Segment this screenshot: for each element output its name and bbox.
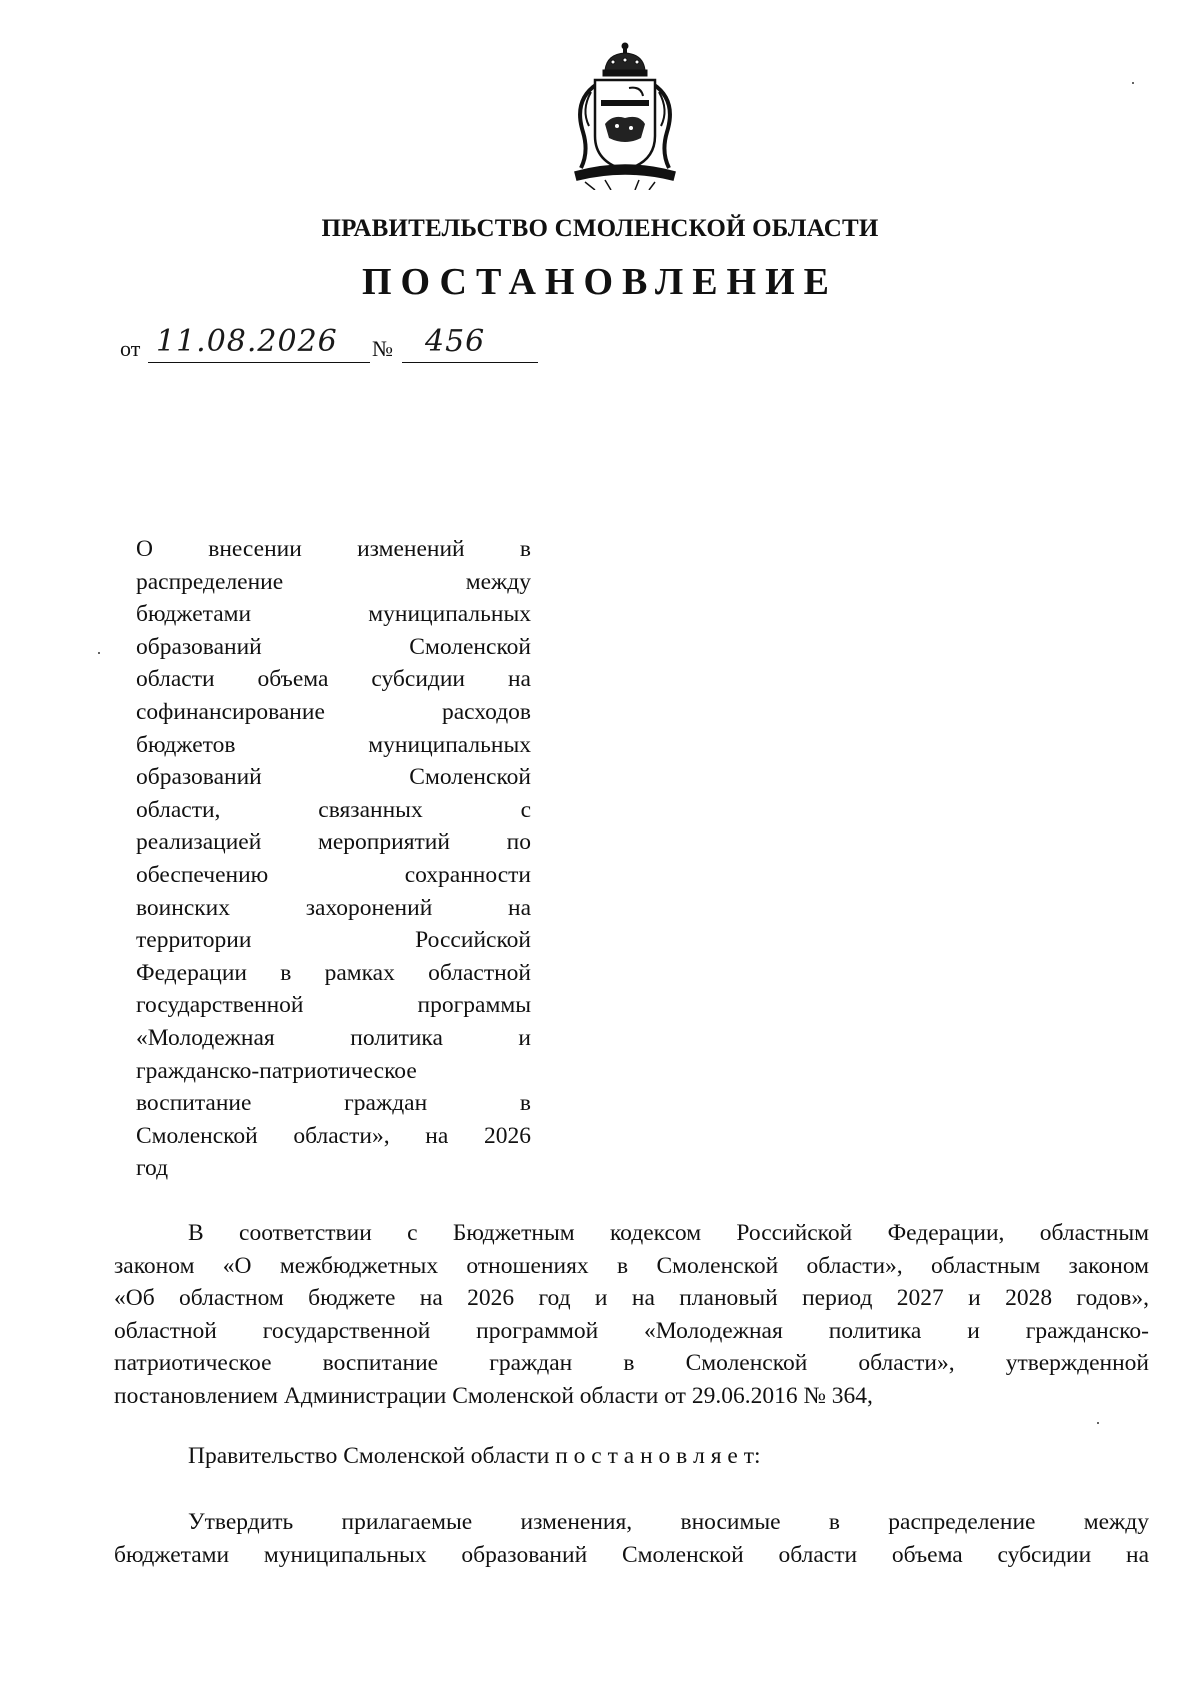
preamble-line: В соответствии с Бюджетным кодексом Российской Федерации, областным: [188, 1220, 1149, 1246]
scan-speck: [1132, 82, 1134, 84]
subject-line: год: [136, 1155, 169, 1182]
handwritten-date: 11.08.2026: [156, 324, 338, 359]
number-label: №: [372, 336, 393, 361]
shield-icon: [595, 80, 655, 170]
scan-speck: [1097, 1422, 1099, 1424]
coat-of-arms-emblem: [555, 40, 695, 190]
crown-icon: [603, 43, 647, 76]
subject-line: Смоленской области», на 2026: [136, 1122, 531, 1149]
preamble-paragraph: [114, 1217, 1149, 1413]
subject-line: государственной программы: [136, 992, 531, 1019]
preamble-line: «Об областном бюджете на 2026 год и на плановый период 2027 и 2028 годов»,: [114, 1285, 1149, 1312]
date-number-line: [120, 324, 540, 370]
preamble-line: законом «О межбюджетных отношениях в Смоленской области», областным законом: [114, 1252, 1149, 1279]
subject-line: образований Смоленской: [136, 764, 531, 791]
subject-line: области, связанных с: [136, 796, 531, 823]
document-subject: [136, 533, 531, 1185]
subject-line: реализацией мероприятий по: [136, 829, 531, 856]
subject-line: софинансирование расходов: [136, 698, 531, 725]
resolves-line: Правительство Смоленской области п о с т а н о в л я е т:: [188, 1443, 761, 1469]
subject-line: обеспечению сохранности: [136, 861, 531, 888]
preamble-line: областной государственной программой «Молодежная политика и гражданско-: [114, 1317, 1149, 1344]
handwritten-number: 456: [425, 324, 486, 359]
subject-line: Федерации в рамках областной: [136, 959, 531, 986]
subject-line: территории Российской: [136, 927, 531, 954]
decision-line: Утвердить прилагаемые изменения, вносимые в распределение между: [188, 1509, 1149, 1535]
date-underline: [148, 362, 370, 363]
number-underline: [402, 362, 538, 363]
subject-line: бюджетов муниципальных: [136, 731, 531, 758]
subject-line: О внесении изменений в: [136, 536, 531, 562]
subject-line: образований Смоленской: [136, 633, 531, 660]
decision-paragraph: [114, 1506, 1149, 1571]
from-label: от: [120, 336, 141, 361]
document-type-title: ПОСТАНОВЛЕНИЕ: [361, 261, 839, 303]
government-name: ПРАВИТЕЛЬСТВО СМОЛЕНСКОЙ ОБЛАСТИ: [321, 215, 879, 242]
resolves-paragraph: [114, 1440, 1149, 1473]
subject-line: области объема субсидии на: [136, 666, 531, 693]
subject-line: распределение между: [136, 568, 531, 595]
ribbon-icon: [575, 165, 675, 190]
subject-line: воспитание граждан в: [136, 1090, 531, 1117]
scan-speck: [98, 652, 100, 654]
preamble-line: постановлением Администрации Смоленской области от 29.06.2016 № 364,: [114, 1382, 873, 1409]
subject-line: гражданско-патриотическое: [136, 1057, 417, 1084]
decision-line: бюджетами муниципальных образований Смоленской области объема субсидии на: [114, 1541, 1149, 1568]
subject-line: воинских захоронений на: [136, 894, 531, 921]
subject-line: «Молодежная политика и: [136, 1024, 531, 1051]
preamble-line: патриотическое воспитание граждан в Смоленской области», утвержденной: [114, 1350, 1149, 1377]
subject-line: бюджетами муниципальных: [136, 601, 531, 628]
